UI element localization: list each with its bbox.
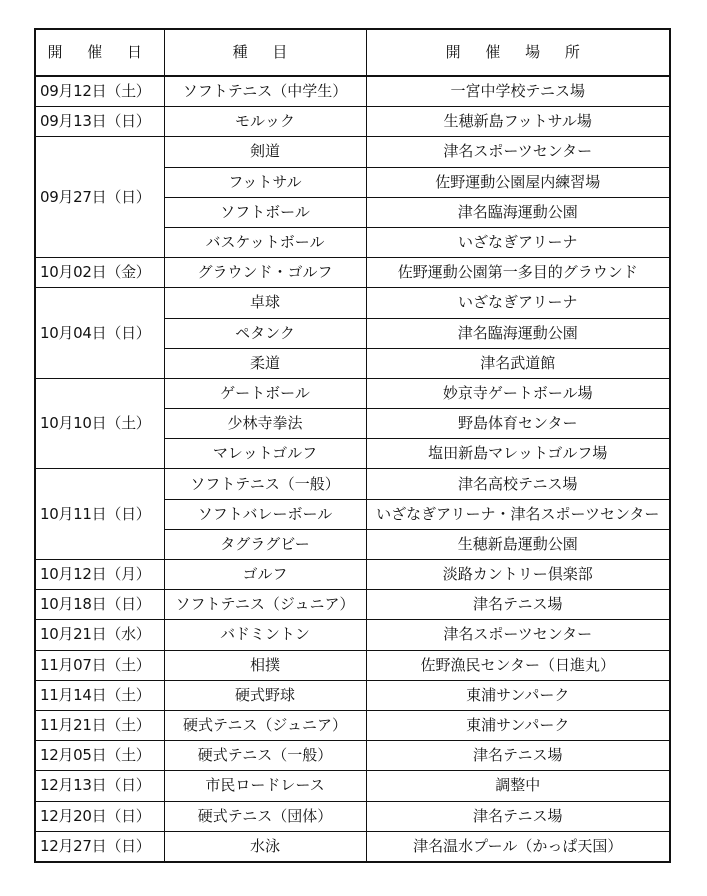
venue-cell: いざなぎアリーナ [366,227,670,257]
venue-cell: 淡路カントリー倶楽部 [366,560,670,590]
date-cell: 10月04日（日） [35,288,164,379]
table-row [35,107,670,137]
event-cell: タグラグビー [164,529,366,559]
table-row [35,258,670,288]
venue-cell: 津名スポーツセンター [366,137,670,167]
date-cell: 09月27日（日） [35,137,164,258]
table-row [35,288,670,318]
event-cell: 少林寺拳法 [164,409,366,439]
table-row [35,620,670,650]
event-cell: ゴルフ [164,560,366,590]
table-header [35,29,670,76]
table-row [35,590,670,620]
venue-cell: いざなぎアリーナ・津名スポーツセンター [366,499,670,529]
table-row [35,741,670,771]
venue-cell: 佐野漁民センター（日進丸） [366,650,670,680]
date-cell: 11月07日（土） [35,650,164,680]
venue-cell: 佐野運動公園第一多目的グラウンド [366,258,670,288]
table-row [35,137,670,167]
event-cell: グラウンド・ゴルフ [164,258,366,288]
table-row [35,771,670,801]
venue-cell: 妙京寺ゲートボール場 [366,378,670,408]
event-cell: ペタンク [164,318,366,348]
venue-cell: 東浦サンパーク [366,710,670,740]
event-cell: ソフトバレーボール [164,499,366,529]
venue-cell: いざなぎアリーナ [366,288,670,318]
venue-cell: 津名テニス場 [366,590,670,620]
venue-cell: 津名臨海運動公園 [366,318,670,348]
venue-cell: 野島体育センター [366,409,670,439]
table-row [35,680,670,710]
venue-cell: 津名武道館 [366,348,670,378]
event-cell: バドミントン [164,620,366,650]
event-cell: フットサル [164,167,366,197]
date-cell: 10月18日（日） [35,590,164,620]
venue-cell: 津名スポーツセンター [366,620,670,650]
date-cell: 09月13日（日） [35,107,164,137]
header-event: 種 目 [164,29,366,76]
venue-cell: 東浦サンパーク [366,680,670,710]
event-cell: 硬式テニス（一般） [164,741,366,771]
event-cell: ソフトテニス（一般） [164,469,366,499]
table-row [35,831,670,862]
date-cell: 10月12日（月） [35,560,164,590]
event-cell: ゲートボール [164,378,366,408]
date-cell: 11月14日（土） [35,680,164,710]
date-cell: 10月02日（金） [35,258,164,288]
event-cell: ソフトテニス（ジュニア） [164,590,366,620]
event-cell: 卓球 [164,288,366,318]
table-body [35,76,670,862]
table-row [35,710,670,740]
event-cell: モルック [164,107,366,137]
venue-cell: 一宮中学校テニス場 [366,76,670,107]
venue-cell: 生穂新島フットサル場 [366,107,670,137]
venue-cell: 佐野運動公園屋内練習場 [366,167,670,197]
date-cell: 12月27日（日） [35,831,164,862]
date-cell: 12月05日（土） [35,741,164,771]
date-cell: 12月20日（日） [35,801,164,831]
table-row [35,378,670,408]
event-cell: 相撲 [164,650,366,680]
venue-cell: 津名温水プール（かっぱ天国） [366,831,670,862]
schedule-table [34,28,671,863]
table-row [35,469,670,499]
venue-cell: 津名高校テニス場 [366,469,670,499]
table-row [35,76,670,107]
venue-cell: 津名テニス場 [366,741,670,771]
event-cell: 硬式テニス（団体） [164,801,366,831]
date-cell: 10月10日（土） [35,378,164,469]
table-row [35,801,670,831]
table-row [35,650,670,680]
date-cell: 09月12日（土） [35,76,164,107]
event-cell: 硬式テニス（ジュニア） [164,710,366,740]
event-cell: 剣道 [164,137,366,167]
event-cell: ソフトボール [164,197,366,227]
event-cell: 硬式野球 [164,680,366,710]
venue-cell: 津名テニス場 [366,801,670,831]
venue-cell: 塩田新島マレットゴルフ場 [366,439,670,469]
date-cell: 11月21日（土） [35,710,164,740]
event-cell: 市民ロードレース [164,771,366,801]
event-cell: ソフトテニス（中学生） [164,76,366,107]
header-row [35,29,670,76]
event-cell: バスケットボール [164,227,366,257]
event-cell: 柔道 [164,348,366,378]
table-row [35,560,670,590]
event-cell: マレットゴルフ [164,439,366,469]
event-cell: 水泳 [164,831,366,862]
date-cell: 12月13日（日） [35,771,164,801]
date-cell: 10月21日（水） [35,620,164,650]
header-date: 開 催 日 [35,29,164,76]
header-venue: 開 催 場 所 [366,29,670,76]
venue-cell: 生穂新島運動公園 [366,529,670,559]
date-cell: 10月11日（日） [35,469,164,560]
venue-cell: 調整中 [366,771,670,801]
venue-cell: 津名臨海運動公園 [366,197,670,227]
